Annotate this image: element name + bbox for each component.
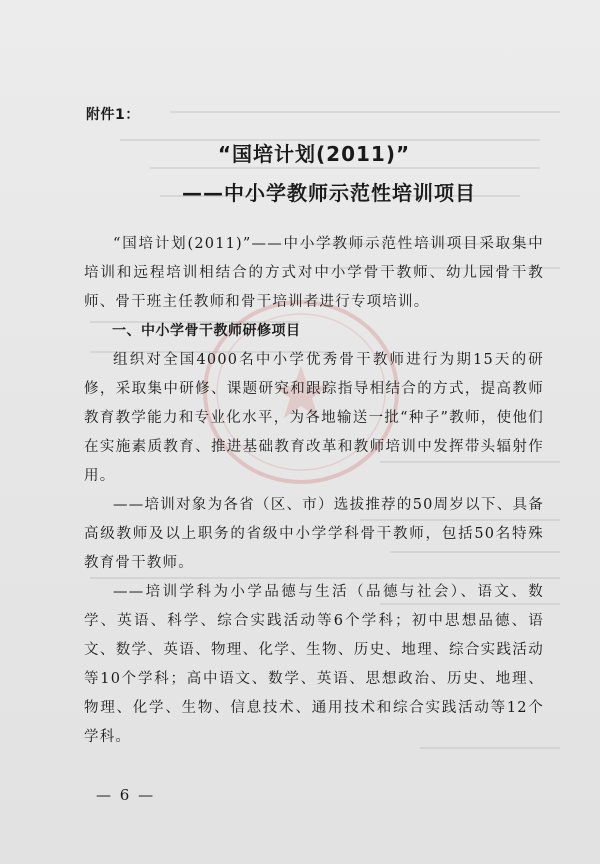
page-number: — 6 — bbox=[96, 786, 156, 804]
document-title-line2: ——中小学教师示范性培训项目 bbox=[182, 181, 476, 205]
document-title-line1: “国培计划(2011)” bbox=[217, 142, 411, 166]
annex-label: 附件1： bbox=[86, 107, 140, 123]
section1-paragraph-2: ——培训对象为各省（区、市）选拔推荐的50周岁以下、具备高级教师及以上职务的省级中小学学科骨干教师，包括50名特殊教育骨干教师。 bbox=[84, 497, 544, 571]
section1-paragraph-3: ——培训学科为小学品德与生活（品德与社会）、语文、数学、英语、科学、综合实践活动等6个学科；初中思想品德、语文、数学、英语、物理、化学、生物、历史、地理、综合实践活动等10个学科；高中语文、数学、英语、思想政治、历史、地理、物理、化学、生物、信息技术、通用技术和综合实践活动等12个学科。 bbox=[84, 584, 544, 745]
section1-heading: 一、中小学骨干教师研修项目 bbox=[112, 323, 301, 339]
intro-paragraph: “国培计划(2011)”——中小学教师示范性培训项目采取集中培训和远程培训相结合的方式对中小学骨干教师、幼儿园骨干教师、骨干班主任教师和骨干培训者进行专项培训。 bbox=[84, 236, 544, 310]
document-content bbox=[84, 104, 544, 752]
section1-paragraph-1: 组织对全国4000名中小学优秀骨干教师进行为期15天的研修，采取集中研修、课题研究和跟踪指导相结合的方式，提高教师教育教学能力和专业化水平，为各地输送一批“种子”教师，使他们在实施素质教育、推进基础教育改革和教师培训中发挥带头辐射作用。 bbox=[84, 352, 544, 484]
